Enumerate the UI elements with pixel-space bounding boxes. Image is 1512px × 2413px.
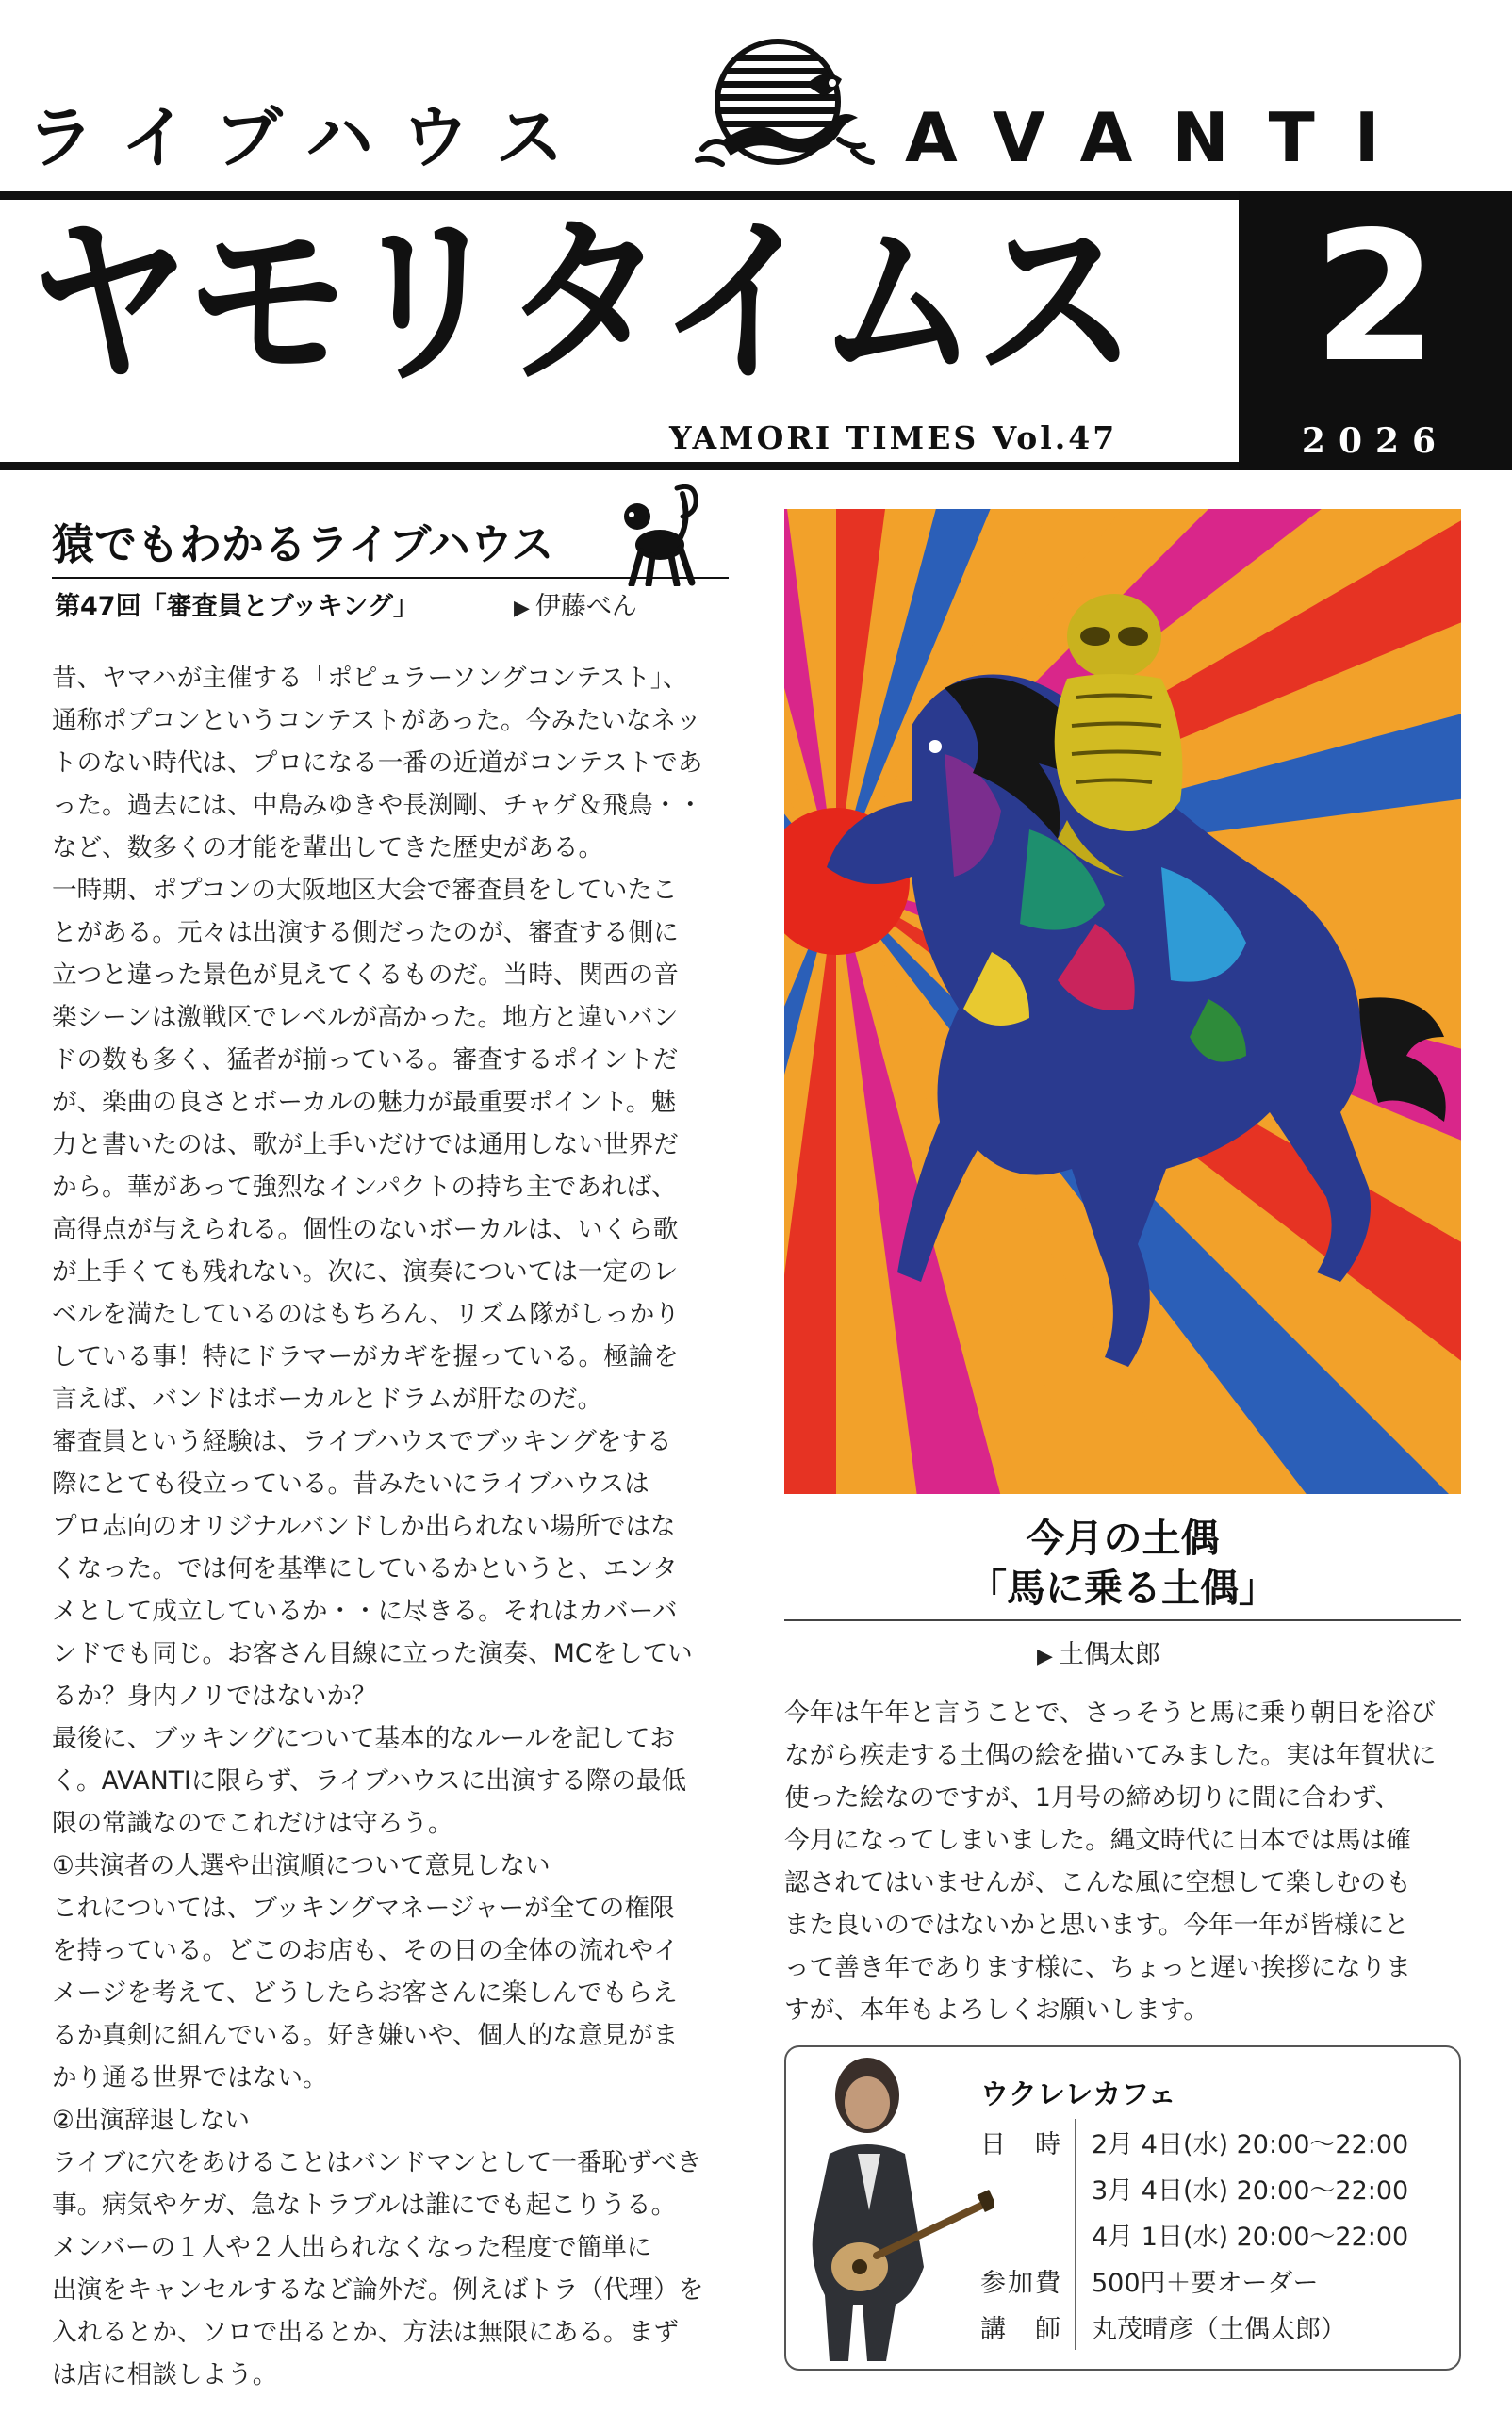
column-body-line: は店に相談しよう。 <box>52 2360 278 2389</box>
column-body-line: トのない時代は、プロになる一番の近道がコンテストであ <box>52 748 703 778</box>
dogu-body-line: 認されてはいませんが、こんな風に空想して楽しむのも <box>784 1868 1411 1897</box>
column-body-line: ンドでも同じ。お客さん目線に立った演奏、MCをしてい <box>52 1639 693 1668</box>
event-fee-label: 参加費 <box>980 2269 1062 2298</box>
column-body-line: とがある。元々は出演する側だったのが、審査する側に <box>52 918 679 947</box>
column-author <box>514 592 637 622</box>
column-body-line: から。華があって強烈なインパクトの持ち主であれば、 <box>52 1173 677 1202</box>
dogu-body-line: また良いのではないかと思います。今年一年が皆様にと <box>784 1911 1409 1940</box>
column-body-line: 高得点が与えられる。個性のないボーカルは、いくら歌 <box>52 1215 679 1244</box>
column-body-line: く。AVANTIに限らず、ライブハウスに出演する際の最低 <box>52 1766 687 1796</box>
dogu-body-line: 使った絵なのですが、1月号の締め切りに間に合わず、 <box>784 1783 1401 1813</box>
column-author-name: 伊藤べん <box>534 592 637 621</box>
column-title: 猿でもわかるライブハウス <box>52 519 554 569</box>
column-body-line: った。過去には、中島みゆきや長渕剛、チャゲ＆飛鳥・・ <box>52 791 703 820</box>
column-body-line: 際にとても役立っている。昔みたいにライブハウスは <box>52 1469 649 1499</box>
dogu-title-rule <box>784 1619 1461 1621</box>
column-body-line: 立つと違った景色が見えてくるものだ。当時、関西の音 <box>52 960 679 990</box>
monkey-icon <box>611 481 700 586</box>
newsletter-title: ヤモリタイムス <box>28 196 1134 409</box>
event-teacher-label: 講 師 <box>980 2315 1062 2344</box>
column-body-line: 出演をキャンセルするなど論外だ。例えばトラ（代理）を <box>52 2275 704 2305</box>
triangle-right-icon: ▶ <box>1037 1645 1053 1668</box>
column-body-line: が、楽曲の良さとボーカルの魅力が最重要ポイント。魅 <box>52 1088 676 1117</box>
event-date-label: 日 時 <box>980 2130 1062 2159</box>
dogu-body-line: 今月になってしまいました。縄文時代に日本では馬は確 <box>784 1826 1411 1855</box>
event-fee: 500円＋要オーダー <box>1092 2269 1319 2298</box>
column-body-line: ①共演者の人選や出演順について意見しない <box>52 1851 551 1880</box>
dogu-body-line: って善き年であります様に、ちょっと遅い挨拶になりま <box>784 1953 1411 1982</box>
column-body-line: 楽シーンは激戦区でレベルが高かった。地方と違いバン <box>52 1003 679 1032</box>
masthead-livehouse-text: ライブハウス <box>26 98 592 177</box>
column-body-line: ベルを満たしているのはもちろん、リズム隊がしっかり <box>52 1300 680 1329</box>
column-body-line: 昔、ヤマハが主催する「ポピュラーソングコンテスト」、 <box>52 664 688 693</box>
event-teacher: 丸茂晴彦（土偶太郎） <box>1092 2315 1346 2344</box>
dogu-body <box>784 1692 1463 2031</box>
dogu-body-line: ながら疾走する土偶の絵を描いてみました。実は年賀状に <box>784 1741 1437 1770</box>
gecko-logo-icon <box>665 28 891 179</box>
event-date-2: 3月 4日(水) 20:00〜22:00 <box>1092 2176 1409 2206</box>
dogu-title-line2: 「馬に乗る土偶」 <box>968 1566 1277 1611</box>
column-body-line: メとして成立しているか・・に尽きる。それはカバーバ <box>52 1597 678 1626</box>
column-body-line: ドの数も多く、猛者が揃っている。審査するポイントだ <box>52 1045 679 1075</box>
column-body-line: 一時期、ポプコンの大阪地区大会で審査員をしていたこ <box>52 876 678 905</box>
column-body-line: るか真剣に組んでいる。好き嫌いや、個人的な意見がま <box>52 2021 679 2050</box>
event-title: ウクレレカフェ <box>980 2078 1176 2111</box>
column-body-line: メージを考えて、どうしたらお客さんに楽しんでもらえ <box>52 1978 678 2008</box>
column-body-line: くなった。では何を基準にしているかというと、エンタ <box>52 1554 678 1584</box>
column-body-line: ②出演辞退しない <box>52 2106 250 2135</box>
event-date-3: 4月 1日(水) 20:00〜22:00 <box>1092 2223 1409 2252</box>
issue-year: 2026 <box>1301 421 1450 461</box>
column-body-line: 通称ポプコンというコンテストがあった。今みたいなネッ <box>52 706 701 735</box>
column-body-line: が上手くても残れない。次に、演奏については一定のレ <box>52 1257 679 1287</box>
column-body-line: 最後に、ブッキングについて基本的なルールを記してお <box>52 1724 676 1753</box>
dogu-author <box>1037 1633 1160 1670</box>
dogu-body-line: すが、本年もよろしくお願いします。 <box>784 1995 1208 2025</box>
event-separator <box>1075 2119 1076 2350</box>
column-body-line: 力と書いたのは、歌が上手いだけでは通用しない世界だ <box>52 1130 679 1159</box>
column-body-line: るか？身内ノリではないか？ <box>52 1682 377 1711</box>
column-subtitle: 第47回「審査員とブッキング」 <box>55 592 419 621</box>
column-body-line: 言えば、バンドはボーカルとドラムが肝なのだ。 <box>52 1385 603 1414</box>
column-body-line: これについては、ブッキングマネージャーが全ての権限 <box>52 1894 675 1923</box>
column-body <box>52 657 735 2396</box>
volume-line: YAMORI TIMES Vol.47 <box>669 419 1118 456</box>
column-body-line: している事！特にドラマーがカギを握っている。極論を <box>52 1342 679 1371</box>
dogu-body-line: 今年は午年と言うことで、さっそうと馬に乗り朝日を浴び <box>784 1699 1436 1728</box>
column-body-line: 限の常識なのでこれだけは守ろう。 <box>52 1809 453 1838</box>
event-date-1: 2月 4日(水) 20:00〜22:00 <box>1092 2130 1409 2159</box>
triangle-right-icon: ▶ <box>514 597 530 620</box>
column-title-rule <box>52 577 729 579</box>
dogu-author-name: 土偶太郎 <box>1058 1640 1160 1669</box>
column-body-line: を持っている。どこのお店も、その日の全体の流れやイ <box>52 1936 679 1965</box>
column-body-line: メンバーの１人や２人出られなくなった程度で簡単に <box>52 2233 652 2262</box>
column-body-line: 入れるとか、ソロで出るとか、方法は無限にある。まず <box>52 2318 679 2347</box>
masthead-avanti-text: AVANTI <box>905 98 1420 177</box>
dogu-title-line1: 今月の土偶 <box>1026 1516 1220 1561</box>
column-body-line: ライブに穴をあけることはバンドマンとして一番恥ずべき <box>52 2148 702 2177</box>
column-body-line: プロ志向のオリジナルバンドしか出られない場所ではな <box>52 1512 676 1541</box>
issue-box <box>1239 191 1512 470</box>
column-body-line: 事。病気やケガ、急なトラブルは誰にでも起こりうる。 <box>52 2191 677 2220</box>
column-body-line: など、数多くの才能を輩出してきた歴史がある。 <box>52 833 604 862</box>
column-body-line: かり通る世界ではない。 <box>52 2063 328 2093</box>
dogu-horse-illustration <box>784 509 1461 1494</box>
ukulele-player-photo <box>792 2050 994 2369</box>
column-body-line: 審査員という経験は、ライブハウスでブッキングをする <box>52 1427 672 1456</box>
issue-number: 2 <box>1312 193 1438 402</box>
